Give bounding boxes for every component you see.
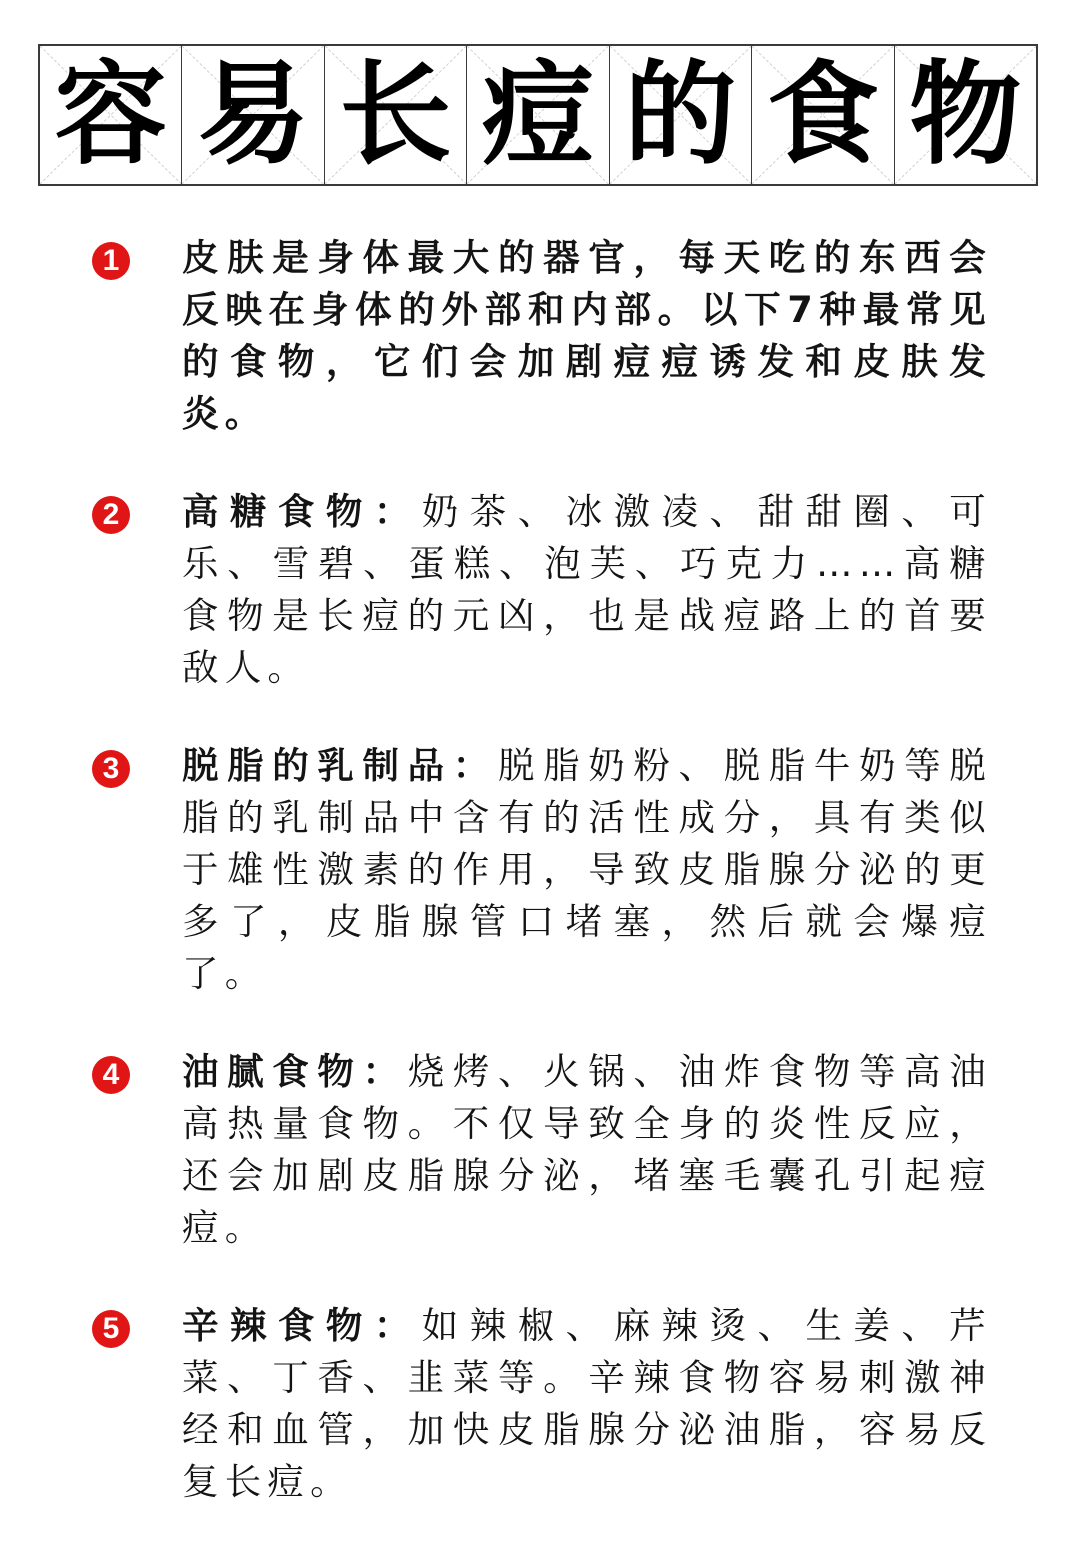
title-cell	[182, 46, 324, 184]
title-char: 痘	[481, 50, 594, 180]
item-body: 烧烤、火锅、油炸食物等高油高热量食物。不仅导致全身的炎性反应，还会加剧皮脂腺分泌，堵塞毛囊孔引起痘痘。	[182, 1050, 993, 1249]
item-text	[182, 1046, 992, 1254]
list-item	[0, 1046, 1080, 1254]
title-cell	[325, 46, 467, 184]
list-item	[0, 1300, 1080, 1508]
item-text	[182, 740, 992, 1000]
item-lead: 辛辣食物：	[182, 1304, 422, 1347]
number-badge-icon: 2	[92, 496, 130, 534]
title-char: 物	[909, 50, 1022, 180]
number-badge-icon: 4	[92, 1056, 130, 1094]
item-body: 皮肤是身体最大的器官，每天吃的东西会反映在身体的外部和内部。以下7种最常见的食物，它们会加剧痘痘诱发和皮肤发炎。	[182, 236, 992, 435]
title-cell	[752, 46, 894, 184]
list-item	[0, 232, 1080, 440]
item-body: 如辣椒、麻辣烫、生姜、芹菜、丁香、韭菜等。辛辣食物容易刺激神经和血管，加快皮脂腺分泌油脂，容易反复长痘。	[182, 1304, 992, 1503]
title-char: 易	[197, 50, 310, 180]
item-text	[182, 486, 992, 694]
item-body: 脱脂奶粉、脱脂牛奶等脱脂的乳制品中含有的活性成分，具有类似于雄性激素的作用，导致皮脂腺分泌的更多了，皮脂腺管口堵塞，然后就会爆痘了。	[182, 744, 993, 995]
title-cell	[895, 46, 1036, 184]
item-lead: 脱脂的乳制品：	[182, 744, 498, 787]
title-char: 的	[624, 50, 737, 180]
item-body: 奶茶、冰激凌、甜甜圈、可乐、雪碧、蛋糕、泡芙、巧克力……高糖食物是长痘的元凶，也是战痘路上的首要敌人。	[182, 490, 992, 689]
number-badge-icon: 5	[92, 1310, 130, 1348]
number-badge-icon: 3	[92, 750, 130, 788]
number-badge-icon: 1	[92, 242, 130, 280]
item-lead: 油腻食物：	[182, 1050, 408, 1093]
title-char: 长	[339, 50, 452, 180]
title-cell	[610, 46, 752, 184]
item-text	[182, 232, 992, 440]
title-char: 食	[766, 50, 879, 180]
item-list	[0, 232, 1080, 1554]
title-cell	[467, 46, 609, 184]
item-text	[182, 1300, 992, 1508]
list-item	[0, 740, 1080, 1000]
title-char: 容	[54, 50, 167, 180]
title-grid	[38, 44, 1038, 186]
title-cell	[40, 46, 182, 184]
list-item	[0, 486, 1080, 694]
item-lead: 高糖食物：	[182, 490, 422, 533]
